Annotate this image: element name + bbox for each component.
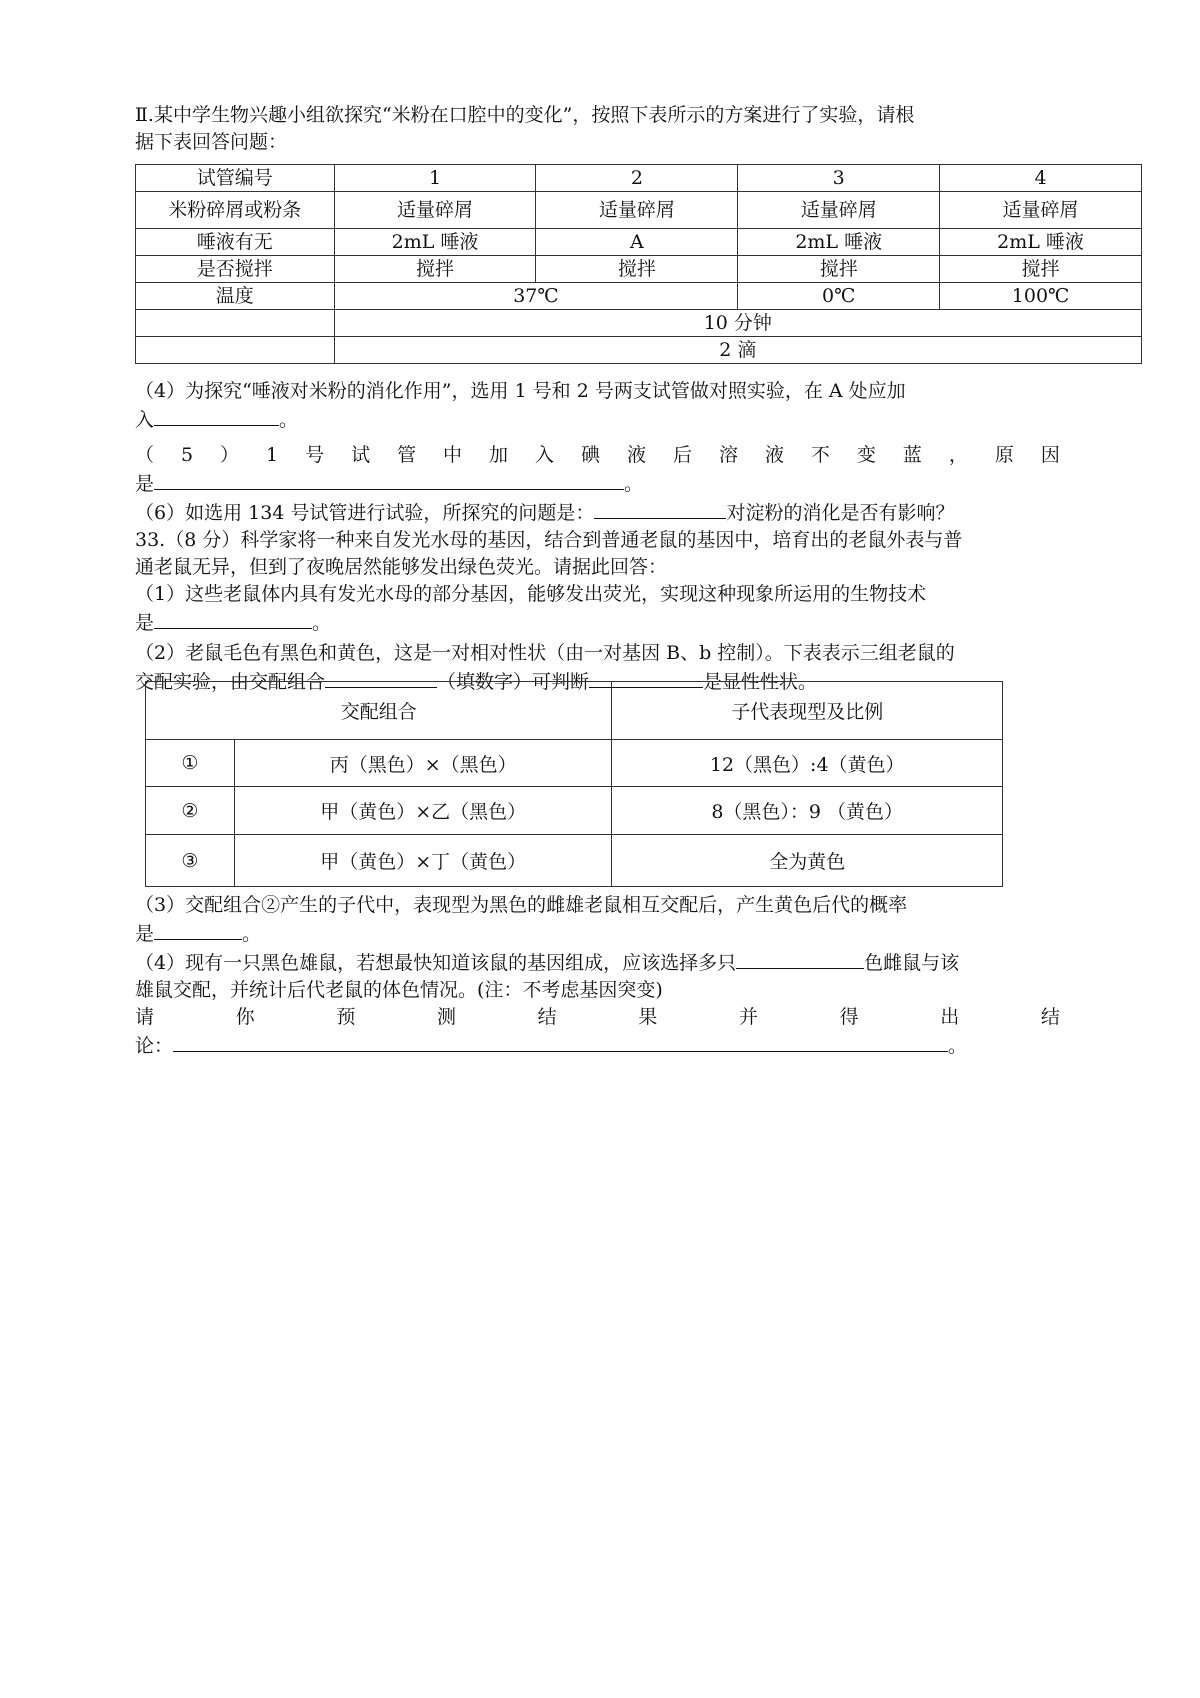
table-row — [146, 682, 1003, 740]
p4-char: 预 — [336, 1006, 356, 1028]
q33-p1-line-1: （1）这些老鼠体内具有发光水母的部分基因，能够发出荧光，实现这种现象所运用的生物技术 — [135, 583, 927, 605]
table-cell: 2mL 唾液 — [940, 229, 1142, 256]
p4-conclusion-prefix: 论： — [135, 1035, 174, 1057]
q5-char: 管 — [397, 444, 417, 466]
table-cell: 2mL 唾液 — [738, 229, 940, 256]
table-cell: 1 — [334, 165, 536, 192]
p3-end: 。 — [242, 923, 262, 945]
table-cell: 适量碎屑 — [738, 192, 940, 229]
table-cell: 试管编号 — [136, 165, 335, 192]
table-cell: 2 — [536, 165, 738, 192]
table-cell: 搅拌 — [536, 256, 738, 283]
table-cell: 8（黑色）：9 （黄色） — [612, 787, 1003, 835]
table-row — [146, 740, 1003, 787]
table-row — [136, 229, 1142, 256]
p4-char: 出 — [940, 1006, 960, 1028]
table-cell: ③ — [146, 835, 235, 887]
table-cell: 10 分钟 — [334, 310, 1141, 337]
intro-block — [135, 102, 1060, 156]
p3-line-2 — [135, 919, 1060, 948]
p4-line-4 — [135, 1031, 1060, 1060]
intro-line-2: 据下表回答问题： — [135, 131, 288, 153]
cross-table — [145, 681, 1003, 887]
q5-char: 因 — [1040, 444, 1060, 466]
q5-line-1 — [135, 442, 1060, 469]
q5-char: 号 — [305, 444, 325, 466]
table-cell: 甲（黄色）×乙（黑色） — [234, 787, 612, 835]
p4-char: 果 — [638, 1006, 658, 1028]
q5-char: 溶 — [718, 444, 738, 466]
q4-end: 。 — [279, 409, 299, 431]
q33-p2-line-1: （2）老鼠毛色有黑色和黄色，这是一对相对性状（由一对基因 B、b 控制）。下表表示三组老鼠的 — [135, 642, 955, 664]
table-cell: 甲（黄色）×丁（黄色） — [234, 835, 612, 887]
table-cell: 搅拌 — [738, 256, 940, 283]
p4-end: 。 — [948, 1035, 968, 1057]
q5-end: 。 — [624, 473, 644, 495]
p1-prefix: 是 — [135, 612, 155, 634]
q4-line-1: （4）为探究“唾液对米粉的消化作用”，选用 1 号和 2 号两支试管做对照实验，在 A 处应加 — [135, 380, 906, 402]
table-cell: ② — [146, 787, 235, 835]
p4-char: 测 — [436, 1006, 456, 1028]
p2-prefix: 交配实验，由交配组合 — [135, 671, 326, 693]
table-cell: 温度 — [136, 283, 335, 310]
p1-end: 。 — [312, 612, 332, 634]
table-cell: 2 滴 — [334, 337, 1141, 364]
q5-char: 碘 — [581, 444, 601, 466]
q5-char: 试 — [351, 444, 371, 466]
q5-char: 液 — [626, 444, 646, 466]
q5-prefix: 是 — [135, 473, 155, 495]
q5-char: 蓝 — [902, 444, 922, 466]
table-row — [146, 835, 1003, 887]
q6-prefix: （6）如选用 134 号试管进行试验，所探究的问题是： — [135, 502, 595, 524]
q4-line-2 — [135, 405, 1060, 434]
answer-blank[interactable] — [154, 405, 279, 426]
q6-line — [135, 498, 1060, 527]
p2-middle: （填数字）可判断 — [437, 671, 590, 693]
table-cell: 适量碎屑 — [536, 192, 738, 229]
table-cell: 搅拌 — [940, 256, 1142, 283]
table-cell: 子代表现型及比例 — [612, 682, 1003, 740]
q5-line-2 — [135, 469, 1060, 498]
experiment-table — [135, 164, 1142, 364]
q4-prefix: 入 — [135, 409, 155, 431]
table-cell: 是否搅拌 — [136, 256, 335, 283]
answer-blank[interactable] — [154, 608, 312, 629]
q5-char: 后 — [672, 444, 692, 466]
q5-char: （ — [135, 444, 155, 466]
q33-line-2: 通老鼠无异，但到了夜晚居然能够发出绿色荧光。请据此回答： — [135, 556, 668, 578]
p4-suffix: 色雌鼠与该 — [864, 952, 960, 974]
table-row — [136, 283, 1142, 310]
p3-line-1: （3）交配组合②产生的子代中，表现型为黑色的雌雄老鼠相互交配后，产生黄色后代的概率 — [135, 894, 908, 916]
table-cell: 唾液有无 — [136, 229, 335, 256]
table-row — [136, 192, 1142, 229]
p4-char: 结 — [537, 1006, 557, 1028]
table-cell — [136, 310, 335, 337]
q5-char: 5 — [180, 444, 194, 466]
table-row — [136, 337, 1142, 364]
table-cell: 搅拌 — [334, 256, 536, 283]
table-cell: 0℃ — [738, 283, 940, 310]
intro-line-1: Ⅱ.某中学生物兴趣小组欲探究“米粉在口腔中的变化”，按照下表所示的方案进行了实验，请根 — [135, 104, 915, 126]
q5-char: 液 — [764, 444, 784, 466]
p2-suffix: 是显性性状。 — [703, 671, 818, 693]
p4-line-1 — [135, 948, 1060, 977]
table-row — [136, 256, 1142, 283]
p3-prefix: 是 — [135, 923, 155, 945]
table-cell: 适量碎屑 — [940, 192, 1142, 229]
p4-char: 结 — [1040, 1006, 1060, 1028]
p4-char: 并 — [738, 1006, 758, 1028]
table-cell: 交配组合 — [146, 682, 612, 740]
table-cell: 丙（黑色）×（黑色） — [234, 740, 612, 787]
q5-char: 变 — [856, 444, 876, 466]
table-cell: 米粉碎屑或粉条 — [136, 192, 335, 229]
table-row — [136, 310, 1142, 337]
table-row — [136, 165, 1142, 192]
q5-char: 原 — [994, 444, 1014, 466]
p4-line-3 — [135, 1004, 1060, 1031]
answer-blank[interactable] — [736, 948, 864, 969]
answer-blank[interactable] — [594, 498, 726, 519]
table-cell: 2mL 唾液 — [334, 229, 536, 256]
q5-char: 1 — [266, 444, 279, 466]
table-cell: 12（黑色）:4（黄色） — [612, 740, 1003, 787]
q6-suffix: 对淀粉的消化是否有影响？ — [726, 502, 955, 524]
q33-line-1: 33.（8 分）科学家将一种来自发光水母的基因，结合到普通老鼠的基因中，培育出的老鼠外表与普 — [135, 529, 963, 551]
table-cell: A — [536, 229, 738, 256]
p4-prefix: （4）现有一只黑色雄鼠，若想最快知道该鼠的基因组成，应该选择多只 — [135, 952, 737, 974]
answer-blank[interactable] — [173, 1031, 948, 1052]
table-cell: ① — [146, 740, 235, 787]
p4-line-2: 雄鼠交配，并统计后代老鼠的体色情况。(注：不考虑基因突变) — [135, 979, 663, 1001]
q5-char: ） — [220, 444, 240, 466]
table-cell: 3 — [738, 165, 940, 192]
p4-char: 你 — [235, 1006, 255, 1028]
table-cell: 100℃ — [940, 283, 1142, 310]
q33-p1-line-2 — [135, 608, 1060, 637]
questions-block — [135, 378, 1060, 696]
table-cell: 适量碎屑 — [334, 192, 536, 229]
questions-block-2 — [135, 892, 1060, 1060]
answer-blank[interactable] — [154, 469, 624, 490]
q5-char: ， — [948, 444, 968, 466]
q5-char: 加 — [489, 444, 509, 466]
p4-char: 请 — [135, 1006, 155, 1028]
table-cell: 37℃ — [334, 283, 738, 310]
table-cell — [136, 337, 335, 364]
table-cell: 全为黄色 — [612, 835, 1003, 887]
p4-char: 得 — [839, 1006, 859, 1028]
answer-blank[interactable] — [154, 919, 242, 940]
q5-char: 不 — [810, 444, 830, 466]
q5-char: 入 — [535, 444, 555, 466]
table-cell: 4 — [940, 165, 1142, 192]
q5-char: 中 — [443, 444, 463, 466]
table-row — [146, 787, 1003, 835]
